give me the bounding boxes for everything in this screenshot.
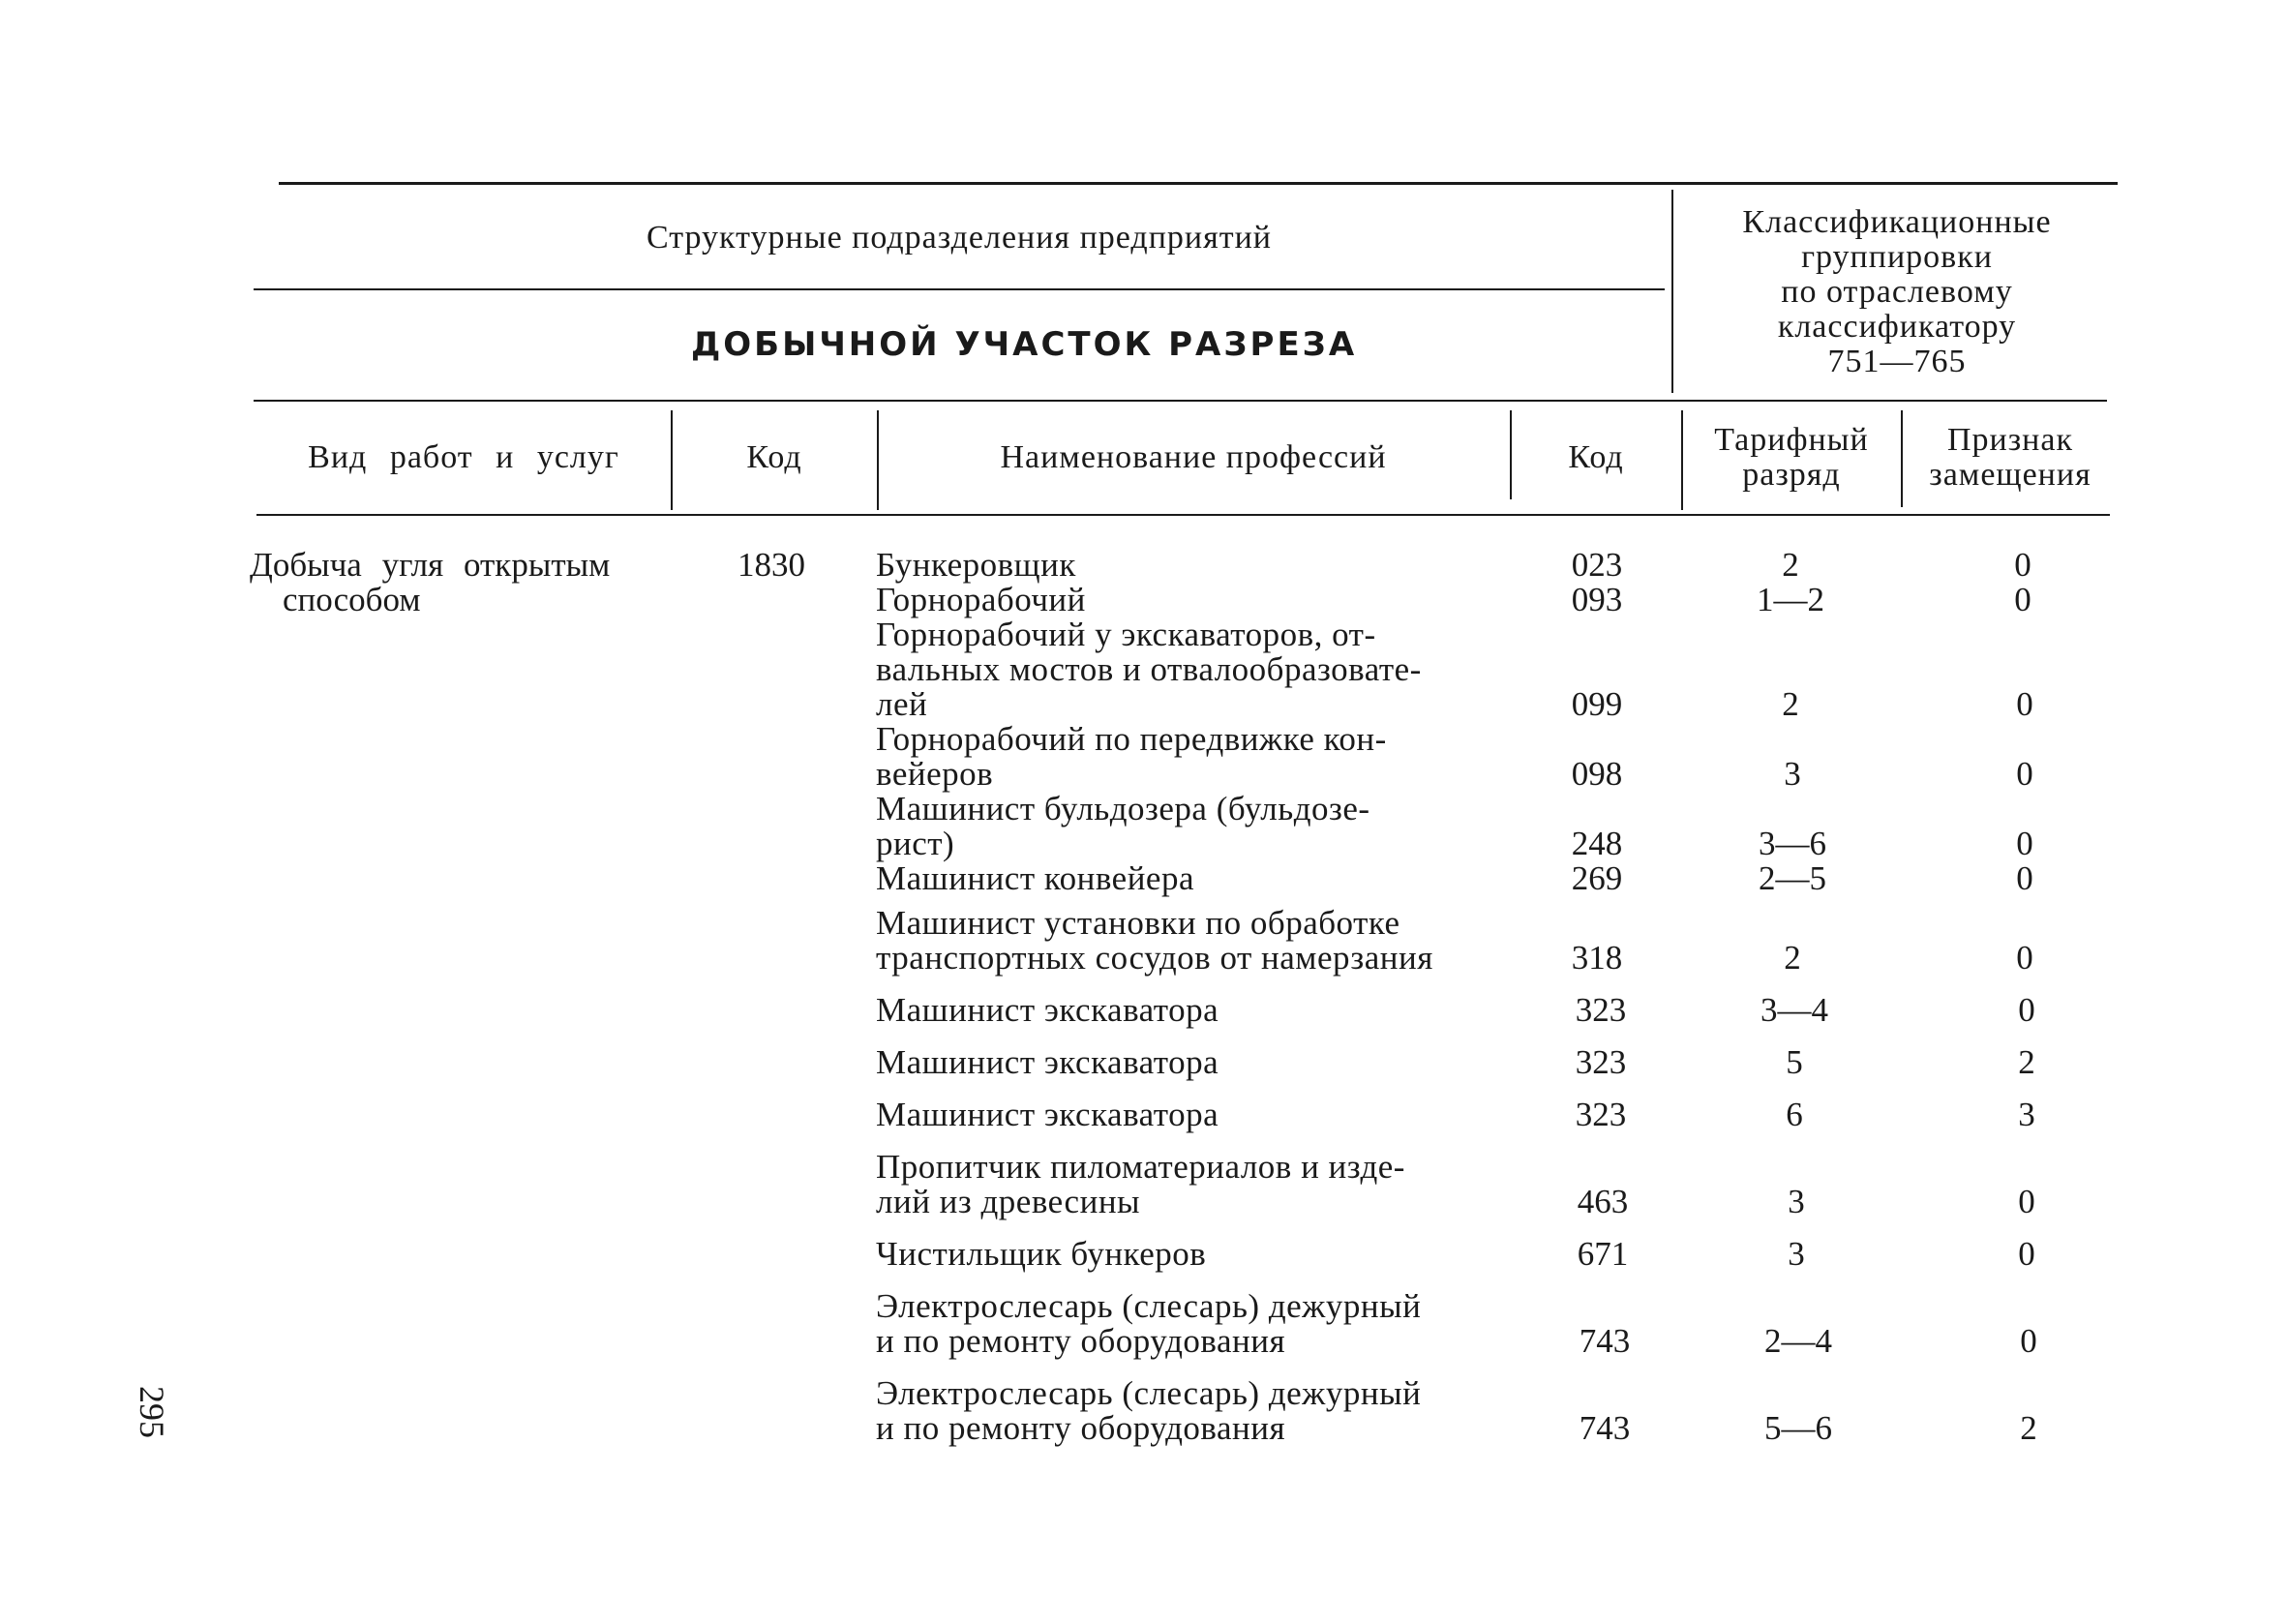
classification-line: классификатору (1777, 309, 2017, 345)
column-header-work-type: Вид работ и услуг (308, 439, 619, 475)
tariff-grade: 3 (1788, 1183, 1805, 1220)
classification-line: 751—765 (1827, 344, 1967, 379)
substitution-value: 0 (2014, 581, 2031, 618)
tariff-grade: 2—4 (1764, 1322, 1832, 1360)
profession-name: вейеров (876, 755, 994, 793)
col-divider-3 (1510, 410, 1512, 499)
classification-divider (1671, 190, 1673, 393)
profession-name: Чистильщик бункеров (876, 1235, 1207, 1273)
substitution-value: 0 (2016, 755, 2033, 793)
substitution-line: замещения (1929, 457, 2091, 493)
column-header-work-code: Код (746, 439, 802, 475)
work-type-line: Добыча угля открытым (250, 546, 611, 584)
profession-code: 099 (1571, 685, 1623, 723)
profession-code: 463 (1577, 1183, 1629, 1220)
profession-name: Горнорабочий по передвижке кон- (876, 720, 1387, 758)
substitution-value: 0 (2020, 1322, 2037, 1360)
col-divider-4 (1681, 410, 1683, 510)
tariff-grade: 2—5 (1759, 859, 1826, 897)
tariff-grade: 5—6 (1764, 1409, 1832, 1447)
substitution-value: 0 (2016, 825, 2033, 862)
profession-name: вальных мостов и отвалообразовате- (876, 650, 1422, 688)
structural-title: Структурные подразделения предприятий (647, 220, 1272, 256)
profession-code: 323 (1575, 1096, 1627, 1133)
profession-code: 323 (1575, 991, 1627, 1029)
top-rule (279, 182, 2118, 185)
profession-name: Горнорабочий у экскаваторов, от- (876, 616, 1376, 653)
profession-name: Бункеровщик (876, 546, 1076, 584)
profession-code: 318 (1571, 939, 1623, 977)
tariff-grade: 2 (1782, 546, 1799, 584)
column-header-tariff (1684, 423, 1899, 493)
column-header-profession-code: Код (1568, 439, 1624, 475)
tariff-grade: 2 (1784, 939, 1801, 977)
header-divider-rule (254, 400, 2107, 402)
column-header-profession-name: Наименование профессий (1000, 439, 1387, 475)
profession-name: Горнорабочий (876, 581, 1086, 618)
tariff-line: разряд (1742, 457, 1841, 493)
work-code: 1830 (737, 546, 805, 584)
substitution-value: 2 (2018, 1043, 2035, 1081)
profession-name: Машинист экскаватора (876, 1043, 1219, 1081)
profession-code: 743 (1579, 1409, 1631, 1447)
tariff-grade: 3 (1784, 755, 1801, 793)
col-divider-2 (877, 410, 879, 510)
substitution-value: 2 (2020, 1409, 2037, 1447)
tariff-grade: 5 (1786, 1043, 1803, 1081)
profession-code: 093 (1571, 581, 1623, 618)
substitution-value: 3 (2018, 1096, 2035, 1133)
profession-name: Машинист экскаватора (876, 991, 1219, 1029)
substitution-value: 0 (2016, 685, 2033, 723)
profession-code: 269 (1571, 859, 1623, 897)
profession-code: 023 (1571, 546, 1623, 584)
profession-code: 323 (1575, 1043, 1627, 1081)
profession-name: транспортных сосудов от намерзания (876, 939, 1433, 977)
profession-name: Машинист экскаватора (876, 1096, 1219, 1133)
tariff-grade: 6 (1786, 1096, 1803, 1133)
profession-name: Электрослесарь (слесарь) дежурный (876, 1287, 1422, 1325)
tariff-grade: 3—4 (1760, 991, 1828, 1029)
substitution-value: 0 (2016, 859, 2033, 897)
substitution-line: Признак (1947, 422, 2073, 458)
work-type-line: способом (283, 581, 421, 618)
col-divider-1 (671, 410, 673, 510)
profession-name: Машинист конвейера (876, 859, 1194, 897)
substitution-value: 0 (2016, 939, 2033, 977)
profession-code: 671 (1577, 1235, 1629, 1273)
classification-line: группировки (1801, 239, 1993, 275)
tariff-grade: 2 (1782, 685, 1799, 723)
substitution-value: 0 (2018, 1235, 2035, 1273)
profession-name: и по ремонту оборудования (876, 1409, 1286, 1447)
profession-name: лей (876, 685, 928, 723)
profession-name: лий из древесины (876, 1183, 1141, 1220)
department-title: ДОБЫЧНОЙ УЧАСТОК РАЗРЕЗА (691, 325, 1358, 364)
tariff-line: Тарифный (1714, 422, 1869, 458)
tariff-grade: 3 (1788, 1235, 1805, 1273)
tariff-grade: 1—2 (1757, 581, 1824, 618)
col-divider-5 (1901, 410, 1903, 507)
column-header-substitution (1904, 423, 2117, 493)
classification-header (1674, 205, 2120, 379)
profession-name: Пропитчик пиломатериалов и изде- (876, 1148, 1405, 1186)
profession-code: 248 (1571, 825, 1623, 862)
column-header-bottom-rule (256, 514, 2110, 516)
profession-code: 098 (1571, 755, 1623, 793)
substitution-value: 0 (2018, 1183, 2035, 1220)
tariff-grade: 3—6 (1759, 825, 1826, 862)
classification-line: по отраслевому (1781, 274, 2013, 310)
profession-name: и по ремонту оборудования (876, 1322, 1286, 1360)
profession-name: Машинист установки по обработке (876, 904, 1400, 942)
substitution-value: 0 (2018, 991, 2035, 1029)
profession-name: Машинист бульдозера (бульдозе- (876, 790, 1370, 827)
profession-name: рист) (876, 825, 955, 862)
structural-divider-rule (254, 288, 1665, 290)
profession-code: 743 (1579, 1322, 1631, 1360)
page-number: 295 (133, 1386, 171, 1438)
profession-name: Электрослесарь (слесарь) дежурный (876, 1374, 1422, 1412)
substitution-value: 0 (2014, 546, 2031, 584)
classification-line: Классификационные (1742, 204, 2052, 240)
